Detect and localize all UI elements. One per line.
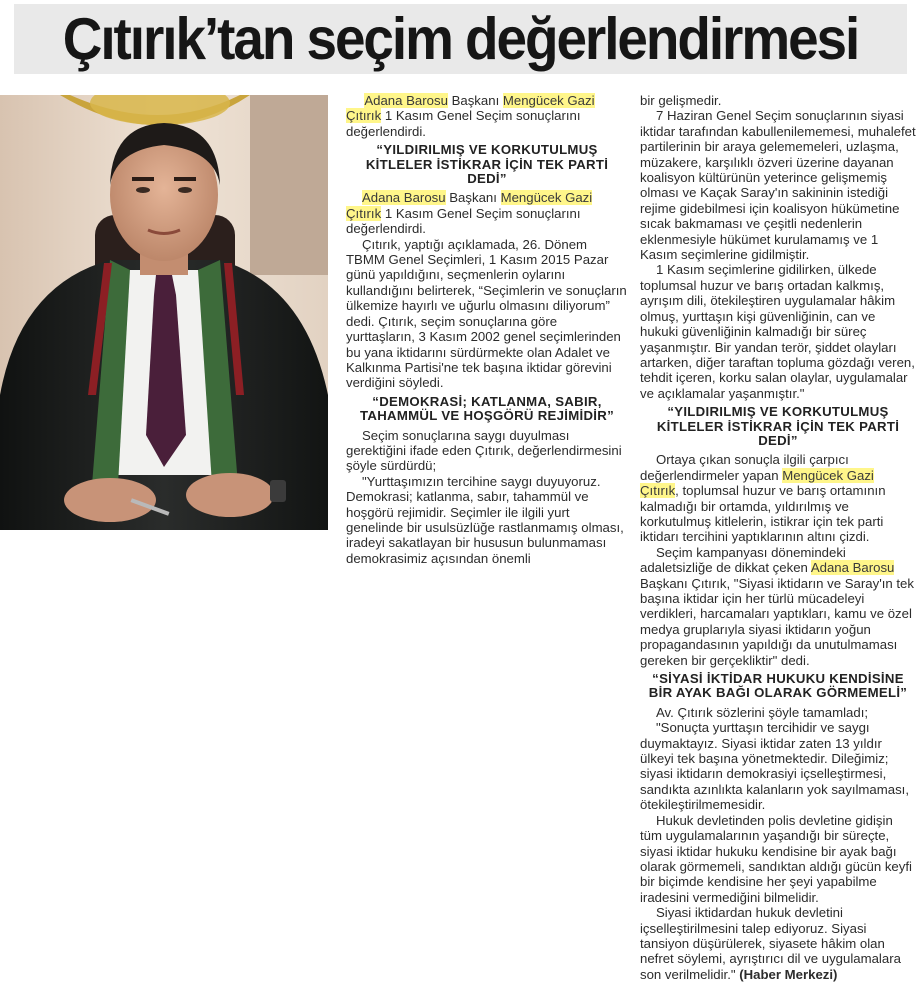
portrait-photo-icon [0, 95, 328, 530]
highlight-org: Adana Barosu [362, 190, 446, 206]
subheading: “DEMOKRASİ; KATLANMA, SABIR, TAHAMMÜL VE HOŞGÖRÜ REJİMİDİR” [360, 393, 614, 424]
highlight-org: Adana Barosu [364, 93, 448, 108]
highlight-name: Çıtırık [640, 483, 676, 499]
paragraph: Hukuk devletinden polis devletine gidişin tüm uygulamalarının yaşandığı bir süreçte, siyasi iktidar hukuku kendisine bir ayak bağı olarak görmemeli, sandıktan aldığı gücün keyfi bir biçimde kendisine her şeyi yapabilme iradesini vermediğini bilmelidir. [640, 812, 912, 905]
paragraph: Seçim kampanyası dönemindeki adaletsizliğe de dikkat çeken Adana Barosu Başkanı Çıtırık, "Siyasi iktidarın ve Saray'ın tek başına iktidar için her türlü mücadeleyi verdikleri, harcamaları yaptıkları, kamu ve özel medya gruplarıyla siyasi iktidarın yoğun propagandasının yapıldığı da unutulmaması gereken bir gerçekliktir" dedi. [640, 544, 914, 668]
subheading: “YILDIRILMIŞ VE KORKUTULMUŞ KİTLELER İSTİKRAR İÇİN TEK PARTİ DEDİ” [656, 404, 900, 448]
portrait-photo [0, 95, 328, 530]
article-column-2 [640, 93, 916, 982]
paragraph: "Sonuçta yurttaşın tercihidir ve saygı duymaktayız. Siyasi iktidar zaten 13 yıldır ülkeyi tek başına yönetmektedir. Dileğimiz; siyasi iktidarın demokrasiyi içselleştirmesi, sandıkta azınlıkta kalanların yok sayılmaması, ötekileştirilmemesidir. [640, 720, 909, 813]
paragraph: Siyasi iktidardan hukuk devletini içselleştirilmesini talep ediyoruz. Siyasi tansiyon düşürülerek, siyasete hâkim olan nefret söylemi, ayrıştırıcı dil ve uygulamalara son verilmelidir." (Haber Merkezi) [640, 905, 901, 982]
paragraph: Ortaya çıkan sonuçla ilgili çarpıcı değerlendirmeler yapan Mengücek Gazi Çıtırık, toplumsal huzur ve barış ortamının kalmadığı bir ortamda, yıldırılmış ve korkutulmuş kitlelerin, istikrar için tek parti iktidarı tercihini yaptıklarının altını çizdi. [640, 452, 886, 545]
article-headline: Çıtırık’tan seçim değerlendirmesi [62, 6, 859, 72]
highlight-name: Mengücek Gazi [500, 190, 593, 206]
paragraph: Seçim sonuçlarına saygı duyulması gerektiğini ifade eden Çıtırık, değerlendirmesini şöyle sürdürdü; [346, 427, 622, 474]
paragraph: 7 Haziran Genel Seçim sonuçlarının siyasi iktidar tarafından kabullenilememesi, muhalefet partilerinin bir araya gelememeleri, uzlaşma, müzakere, karşılıklı özveri üzerine dayanan koalisyon kültürünün yeterince gelişmemiş olması ve Kaçak Saray'ın sakininin istediği rejime gidebilmesi için koalisyon hükümetine sıcak bakmaması ve çeşitli nedenlerin eklenmesiyle hükümet kurulamamış ve 1 Kasım seçimlerine gidilmiştir. [640, 108, 916, 263]
paragraph: Adana Barosu Başkanı Mengücek Gazi Çıtırık 1 Kasım Genel Seçim sonuçlarını değerlendirdi. [346, 190, 593, 237]
highlight-name: Çıtırık [346, 205, 382, 221]
subheading: “SİYASİ İKTİDAR HUKUKU KENDİSİNE BİR AYAK BAĞI OLARAK GÖRMEMELİ” [648, 671, 908, 701]
highlight-name: Mengücek Gazi [502, 93, 595, 108]
paragraph: Çıtırık, yaptığı açıklamada, 26. Dönem TBMM Genel Seçimleri, 1 Kasım 2015 Pazar günü yapıldığını, seçmenlerin oylarını kullandığını belirterek, “Seçimlerin ve sonuçların ülkemize hayırlı ve uğurlu olmasını diliyorum” dedi. Çıtırık, seçim sonuçlarına göre yurttaşların, 3 Kasım 2002 genel seçimlerinden bu yana iktidarını sürdürmekte olan Adalet ve Kalkınma Partisi'ne tek başına iktidar görevini verdiğini söyledi. [346, 236, 627, 391]
highlight-name: Çıtırık [346, 108, 382, 124]
highlight-org: Adana Barosu [810, 560, 895, 576]
paragraph: Av. Çıtırık sözlerini şöyle tamamladı; [656, 704, 869, 720]
paragraph: 1 Kasım seçimlerine gidilirken, ülkede toplumsal huzur ve barış ortadan kalkmış, ayrışım dili, ötekileştiren uygulamalar hâkim olmuş, yurttaşın kişi güvenliğinin, can ve hukuki güvenliğinin kalmadığı bir süreç yaşanmıştır. Bir yandan terör, şiddet olayları artarken, diğer taraftan topluma gözdağı veren, tehdit içeren, korku salan olaylar, uygulamalar ve açıklamalar yaşanmıştır." [640, 262, 915, 401]
highlight-name: Mengücek Gazi [782, 467, 874, 483]
subheading: “YILDIRILMIŞ VE KORKUTULMUŞ KİTLELER İSTİKRAR İÇİN TEK PARTİ DEDİ” [365, 142, 609, 187]
article-column-1 [346, 93, 628, 566]
paragraph: "Yurttaşımızın tercihine saygı duyuyoruz. Demokrasi; katlanma, sabır, tahammül ve hoşgörü rejimidir. Seçimler ile ilgili yurt genelinde bir usulsüzlüğe rastlanmamış olması, iradeyi sakatlayan bir hususun bulunmaması demokrasimiz açısından önemli [346, 473, 624, 566]
paragraph: bir gelişmedir. [640, 93, 722, 108]
source-credit: (Haber Merkezi) [739, 966, 838, 982]
lead-paragraph: Adana Barosu Başkanı Mengücek Gazi Çıtırık 1 Kasım Genel Seçim sonuçlarını değerlendirdi. [346, 93, 595, 139]
